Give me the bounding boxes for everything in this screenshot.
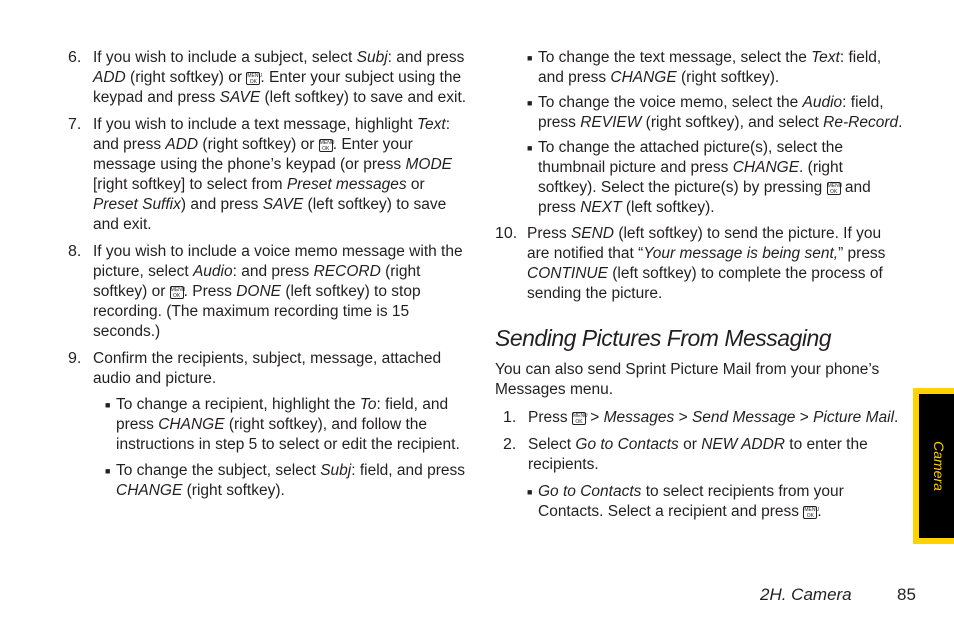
step-7: [68, 115, 473, 235]
step-number: 9.: [68, 350, 82, 367]
step-number: 7.: [68, 116, 82, 133]
step-10: [495, 224, 905, 304]
send-step-2: [503, 435, 905, 475]
step-6: [68, 48, 473, 108]
step-number: 1.: [503, 409, 517, 426]
menu-ok-key-icon: MENU OK: [319, 140, 335, 152]
step-text: [93, 349, 473, 507]
bullet-icon: ■: [527, 98, 533, 108]
right-column: [495, 48, 905, 528]
step-9-text: Confirm the recipients, subject, message, attached audio and picture.: [93, 350, 442, 387]
section-tab-label: Camera: [931, 441, 947, 491]
menu-ok-key-icon: MENU OK: [170, 287, 186, 299]
intro-paragraph: You can also send Sprint Picture Mail from your phone’s Messages menu.: [495, 361, 880, 398]
step-number: 6.: [68, 49, 82, 66]
bullet-change-recipient: ■ To change a recipient, highlight the To: field, and press CHANGE (right softkey), and follow the instructions in step 5 to select or edit the recipient.: [105, 396, 460, 453]
menu-ok-key-icon: MENU OK: [247, 73, 263, 85]
menu-ok-key-icon: MENU OK: [804, 507, 820, 519]
step-number: 2.: [503, 436, 517, 453]
step-text: If you wish to include a text message, highlight Text: and press ADD (right softkey) or MENU OK . Enter your message using the phone’s keypad (or press MODE [right softkey] to select from Preset messages or Preset Suffix) and press SAVE (left softkey) to save and exit.: [93, 116, 452, 233]
step-text: Press MENU OK > Messages > Send Message > Picture Mail.: [528, 409, 899, 426]
step-text: Press SEND (left softkey) to send the picture. If you are notified that “Your message is being sent,” press CONTINUE (left softkey) to complete the process of sending the picture.: [527, 225, 886, 302]
menu-ok-key-icon: MENU OK: [827, 183, 843, 195]
bullet-icon: ■: [527, 143, 533, 153]
step-text: Select Go to Contacts or NEW ADDR to enter the recipients.: [528, 436, 868, 473]
bullet-change-text: ■ To change the text message, select the Text: field, and press CHANGE (right softkey).: [527, 49, 882, 86]
step-number: 10.: [495, 225, 518, 242]
step-9: [68, 349, 473, 507]
left-column: [68, 48, 473, 514]
bullet-icon: ■: [105, 466, 111, 476]
section-heading: Sending Pictures From Messaging: [495, 325, 832, 351]
bullet-icon: ■: [105, 400, 111, 410]
page-number: 85: [897, 585, 916, 604]
step-text: If you wish to include a voice memo message with the picture, select Audio: and press RECORD (right softkey) or MENU OK . Press DONE (left softkey) to stop recording. (The maximum recording time is 15 seconds.): [93, 243, 463, 340]
step-8: [68, 242, 473, 342]
bullet-icon: ■: [527, 487, 533, 497]
step-number: 8.: [68, 243, 82, 260]
step-text: If you wish to include a subject, select Subj: and press ADD (right softkey) or MENU OK . Enter your subject using the keypad and press SAVE (left softkey) to save and exit.: [93, 49, 467, 106]
bullet-change-voice-memo: ■ To change the voice memo, select the Audio: field, press REVIEW (right softkey), and select Re-Record.: [527, 94, 903, 131]
bullet-change-picture: ■ To change the attached picture(s), select the thumbnail picture and press CHANGE. (right softkey). Select the picture(s) by pressing MENU OK and press NEXT (left softkey).: [527, 139, 871, 216]
send-step-1: [503, 408, 905, 428]
bullet-change-subject: ■ To change the subject, select Subj: field, and press CHANGE (right softkey).: [105, 462, 465, 499]
footer-section-title: 2H. Camera: [760, 585, 852, 604]
bullet-go-to-contacts: ■ Go to Contacts to select recipients from your Contacts. Select a recipient and press MENU OK .: [527, 483, 844, 520]
menu-ok-key-icon: MENU OK: [572, 413, 588, 425]
bullet-icon: ■: [527, 53, 533, 63]
